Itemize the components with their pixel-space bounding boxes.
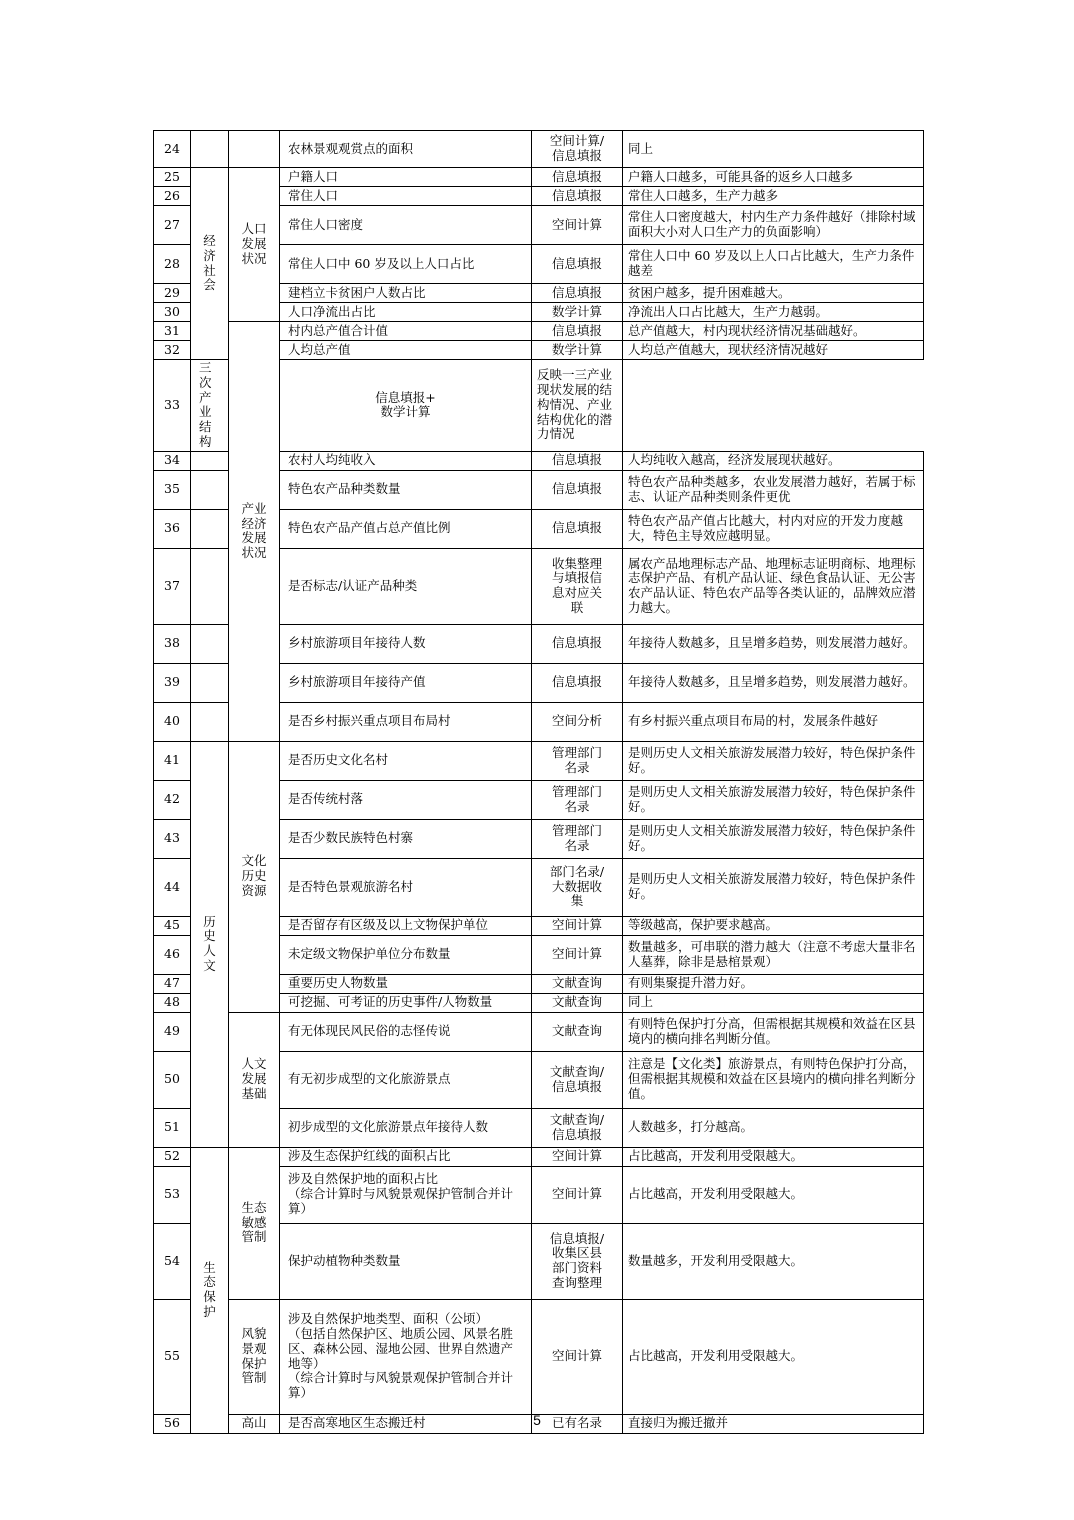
row-number: 43 bbox=[154, 819, 191, 858]
method-cell: 信息填报 bbox=[532, 624, 623, 663]
method-cell: 信息填报 bbox=[532, 245, 623, 284]
indicator-cell: 是否少数民族特色村寨 bbox=[280, 819, 532, 858]
description-cell: 反映一三产业现状发展的结构情况、产业结构优化的潜力情况 bbox=[532, 360, 623, 452]
indicator-cell: 可挖掘、可考证的历史事件/人物数量 bbox=[280, 993, 532, 1012]
description-cell: 有乡村振兴重点项目布局的村，发展条件越好 bbox=[623, 702, 924, 741]
method-cell: 空间计算 bbox=[532, 1147, 623, 1166]
category-history: 历 史 人 文 bbox=[191, 741, 229, 1147]
category-cell bbox=[191, 470, 229, 509]
table-row bbox=[154, 168, 924, 187]
method-cell: 信息填报 bbox=[532, 470, 623, 509]
row-number: 49 bbox=[154, 1012, 191, 1051]
method-cell: 信息填报 bbox=[532, 322, 623, 341]
category-cell bbox=[191, 624, 229, 663]
subcategory-population: 人口 发展 状况 bbox=[229, 168, 280, 322]
indicator-cell: 涉及自然保护地的面积占比 （综合计算时与风貌景观保护管制合并计算） bbox=[280, 1166, 532, 1223]
row-number: 25 bbox=[154, 168, 191, 187]
indicator-cell: 有无体现民风民俗的志怪传说 bbox=[280, 1012, 532, 1051]
description-cell: 同上 bbox=[623, 993, 924, 1012]
row-number: 46 bbox=[154, 935, 191, 974]
description-cell: 占比越高，开发利用受限越大。 bbox=[623, 1147, 924, 1166]
method-cell: 空间计算 bbox=[532, 935, 623, 974]
description-cell: 有则集聚提升潜力好。 bbox=[623, 974, 924, 993]
row-number: 38 bbox=[154, 624, 191, 663]
method-cell: 信息填报 bbox=[532, 509, 623, 548]
row-number: 52 bbox=[154, 1147, 191, 1166]
row-number: 47 bbox=[154, 974, 191, 993]
indicator-cell: 村内总产值合计值 bbox=[280, 322, 532, 341]
indicator-cell: 是否留存有区级及以上文物保护单位 bbox=[280, 916, 532, 935]
method-cell: 空间计算 bbox=[532, 1299, 623, 1414]
description-cell: 数量越多，可串联的潜力越大（注意不考虑大量非名人墓葬，除非是悬棺景观） bbox=[623, 935, 924, 974]
indicator-table bbox=[153, 130, 924, 1434]
description-cell: 常住人口越多，生产力越多 bbox=[623, 187, 924, 206]
row-number: 45 bbox=[154, 916, 191, 935]
method-cell: 文献查询 bbox=[532, 993, 623, 1012]
description-cell: 人数越多，打分越高。 bbox=[623, 1108, 924, 1147]
description-cell: 直接归为搬迁撤并 bbox=[623, 1414, 924, 1433]
method-cell: 空间计算 bbox=[532, 206, 623, 245]
indicator-cell: 乡村旅游项目年接待人数 bbox=[280, 624, 532, 663]
method-cell: 收集整理 与填报信 息对应关 联 bbox=[532, 548, 623, 624]
row-number: 24 bbox=[154, 131, 191, 168]
description-cell: 等级越高，保护要求越高。 bbox=[623, 916, 924, 935]
method-cell: 信息填报 bbox=[532, 187, 623, 206]
row-number: 32 bbox=[154, 341, 191, 360]
indicator-cell: 是否标志/认证产品种类 bbox=[280, 548, 532, 624]
indicator-cell: 重要历史人物数量 bbox=[280, 974, 532, 993]
indicator-cell: 三次产业结构 bbox=[191, 360, 229, 452]
row-number: 28 bbox=[154, 245, 191, 284]
row-number: 33 bbox=[154, 360, 191, 452]
category-cell bbox=[191, 509, 229, 548]
indicator-cell: 农村人均纯收入 bbox=[280, 451, 532, 470]
category-cell bbox=[191, 548, 229, 624]
subcategory-industry: 产业 经济 发展 状况 bbox=[229, 322, 280, 742]
row-number: 39 bbox=[154, 663, 191, 702]
category-cell bbox=[191, 131, 229, 168]
category-cell bbox=[191, 702, 229, 741]
description-cell: 特色农产品种类越多，农业发展潜力越好，若属于标志、认证产品种类则条件更优 bbox=[623, 470, 924, 509]
indicator-cell: 常住人口密度 bbox=[280, 206, 532, 245]
indicator-cell: 初步成型的文化旅游景点年接待人数 bbox=[280, 1108, 532, 1147]
description-cell: 同上 bbox=[623, 131, 924, 168]
method-cell: 信息填报 bbox=[532, 284, 623, 303]
description-cell: 是则历史人文相关旅游发展潜力较好，特色保护条件好。 bbox=[623, 858, 924, 916]
subcategory-alpine: 高山 bbox=[229, 1414, 280, 1433]
description-cell: 年接待人数越多，且呈增多趋势，则发展潜力越好。 bbox=[623, 663, 924, 702]
indicator-cell: 是否乡村振兴重点项目布局村 bbox=[280, 702, 532, 741]
method-cell: 管理部门 名录 bbox=[532, 741, 623, 780]
indicator-cell: 人均总产值 bbox=[280, 341, 532, 360]
table-row bbox=[154, 1012, 924, 1051]
row-number: 37 bbox=[154, 548, 191, 624]
indicator-cell: 常住人口中 60 岁及以上人口占比 bbox=[280, 245, 532, 284]
method-cell: 部门名录/ 大数据收 集 bbox=[532, 858, 623, 916]
table-row bbox=[154, 1299, 924, 1414]
method-cell: 空间计算/ 信息填报 bbox=[532, 131, 623, 168]
indicator-cell: 特色农产品产值占总产值比例 bbox=[280, 509, 532, 548]
indicator-cell: 是否高寒地区生态搬迁村 bbox=[280, 1414, 532, 1433]
method-cell: 数学计算 bbox=[532, 341, 623, 360]
method-cell: 信息填报 bbox=[532, 663, 623, 702]
indicator-cell: 是否历史文化名村 bbox=[280, 741, 532, 780]
row-number: 27 bbox=[154, 206, 191, 245]
row-number: 35 bbox=[154, 470, 191, 509]
row-number: 42 bbox=[154, 780, 191, 819]
description-cell: 常住人口密度越大，村内生产力条件越好（排除村域面积大小对人口生产力的负面影响） bbox=[623, 206, 924, 245]
description-cell: 是则历史人文相关旅游发展潜力较好，特色保护条件好。 bbox=[623, 819, 924, 858]
row-number: 34 bbox=[154, 451, 191, 470]
row-number: 30 bbox=[154, 303, 191, 322]
subcategory-cell bbox=[229, 131, 280, 168]
row-number: 56 bbox=[154, 1414, 191, 1433]
row-number: 29 bbox=[154, 284, 191, 303]
row-number: 55 bbox=[154, 1299, 191, 1414]
subcategory-eco-sensitive: 生态 敏感 管制 bbox=[229, 1147, 280, 1299]
table-row bbox=[154, 322, 924, 341]
row-number: 50 bbox=[154, 1051, 191, 1108]
description-cell: 注意是【文化类】旅游景点，有则特色保护打分高，但需根据其规模和效益在区县境内的横向排名判断分值。 bbox=[623, 1051, 924, 1108]
category-econ: 经 济 社 会 bbox=[191, 168, 229, 360]
indicator-cell: 是否特色景观旅游名村 bbox=[280, 858, 532, 916]
description-cell: 总产值越大，村内现状经济情况基础越好。 bbox=[623, 322, 924, 341]
indicator-cell: 有无初步成型的文化旅游景点 bbox=[280, 1051, 532, 1108]
indicator-cell: 农林景观观赏点的面积 bbox=[280, 131, 532, 168]
row-number: 41 bbox=[154, 741, 191, 780]
row-number: 54 bbox=[154, 1223, 191, 1299]
row-number: 36 bbox=[154, 509, 191, 548]
method-cell: 信息填报 bbox=[532, 451, 623, 470]
method-cell: 文献查询/ 信息填报 bbox=[532, 1108, 623, 1147]
method-cell: 空间计算 bbox=[532, 1166, 623, 1223]
description-cell: 特色农产品产值占比越大，村内对应的开发力度越大，特色主导效应越明显。 bbox=[623, 509, 924, 548]
row-number: 44 bbox=[154, 858, 191, 916]
method-cell: 空间分析 bbox=[532, 702, 623, 741]
indicator-cell: 乡村旅游项目年接待产值 bbox=[280, 663, 532, 702]
subcategory-humanities: 人文 发展 基础 bbox=[229, 1012, 280, 1147]
description-cell: 户籍人口越多，可能具备的返乡人口越多 bbox=[623, 168, 924, 187]
method-cell: 已有名录 bbox=[532, 1414, 623, 1433]
method-cell: 信息填报 bbox=[532, 168, 623, 187]
category-cell bbox=[191, 663, 229, 702]
description-cell: 属农产品地理标志产品、地理标志证明商标、地理标志保护产品、有机产品认证、绿色食品认证、无公害农产品认证、特色农产品等各类认证的，品牌效应潜力越大。 bbox=[623, 548, 924, 624]
page-number: 5 bbox=[533, 1412, 541, 1428]
table-row bbox=[154, 741, 924, 780]
row-number: 48 bbox=[154, 993, 191, 1012]
subcategory-culture-resource: 文化 历史 资源 bbox=[229, 741, 280, 1012]
description-cell: 占比越高，开发利用受限越大。 bbox=[623, 1299, 924, 1414]
row-number: 51 bbox=[154, 1108, 191, 1147]
method-cell: 管理部门 名录 bbox=[532, 780, 623, 819]
indicator-cell: 涉及自然保护地类型、面积（公顷） （包括自然保护区、地质公园、风景名胜区、森林公园、湿地公园、世界自然遗产地等） （综合计算时与风貌景观保护管制合并计算） bbox=[280, 1299, 532, 1414]
table-row bbox=[154, 1147, 924, 1166]
row-number: 26 bbox=[154, 187, 191, 206]
description-cell: 是则历史人文相关旅游发展潜力较好，特色保护条件好。 bbox=[623, 780, 924, 819]
indicator-cell: 户籍人口 bbox=[280, 168, 532, 187]
indicator-cell: 建档立卡贫困户人数占比 bbox=[280, 284, 532, 303]
method-cell: 文献查询/ 信息填报 bbox=[532, 1051, 623, 1108]
row-number: 31 bbox=[154, 322, 191, 341]
description-cell: 有则特色保护打分高，但需根据其规模和效益在区县境内的横向排名判断分值。 bbox=[623, 1012, 924, 1051]
description-cell: 是则历史人文相关旅游发展潜力较好，特色保护条件好。 bbox=[623, 741, 924, 780]
method-cell: 空间计算 bbox=[532, 916, 623, 935]
description-cell: 数量越多，开发利用受限越大。 bbox=[623, 1223, 924, 1299]
category-cell bbox=[191, 451, 229, 470]
description-cell: 净流出人口占比越大，生产力越弱。 bbox=[623, 303, 924, 322]
subcategory-landscape: 风貌 景观 保护 管制 bbox=[229, 1299, 280, 1414]
indicator-cell: 人口净流出占比 bbox=[280, 303, 532, 322]
description-cell: 人均纯收入越高，经济发展现状越好。 bbox=[623, 451, 924, 470]
description-cell: 人均总产值越大，现状经济情况越好 bbox=[623, 341, 924, 360]
method-cell: 信息填报+ 数学计算 bbox=[280, 360, 532, 452]
method-cell: 管理部门 名录 bbox=[532, 819, 623, 858]
indicator-cell: 未定级文物保护单位分布数量 bbox=[280, 935, 532, 974]
table-row bbox=[154, 131, 924, 168]
indicator-cell: 是否传统村落 bbox=[280, 780, 532, 819]
description-cell: 占比越高，开发利用受限越大。 bbox=[623, 1166, 924, 1223]
indicator-cell: 保护动植物种类数量 bbox=[280, 1223, 532, 1299]
indicator-cell: 特色农产品种类数量 bbox=[280, 470, 532, 509]
category-eco: 生 态 保 护 bbox=[191, 1147, 229, 1433]
method-cell: 数学计算 bbox=[532, 303, 623, 322]
row-number: 40 bbox=[154, 702, 191, 741]
method-cell: 信息填报/ 收集区县 部门资料 查询整理 bbox=[532, 1223, 623, 1299]
method-cell: 文献查询 bbox=[532, 1012, 623, 1051]
indicator-cell: 常住人口 bbox=[280, 187, 532, 206]
indicator-cell: 涉及生态保护红线的面积占比 bbox=[280, 1147, 532, 1166]
method-cell: 文献查询 bbox=[532, 974, 623, 993]
description-cell: 年接待人数越多，且呈增多趋势，则发展潜力越好。 bbox=[623, 624, 924, 663]
description-cell: 常住人口中 60 岁及以上人口占比越大，生产力条件越差 bbox=[623, 245, 924, 284]
row-number: 53 bbox=[154, 1166, 191, 1223]
description-cell: 贫困户越多，提升困难越大。 bbox=[623, 284, 924, 303]
